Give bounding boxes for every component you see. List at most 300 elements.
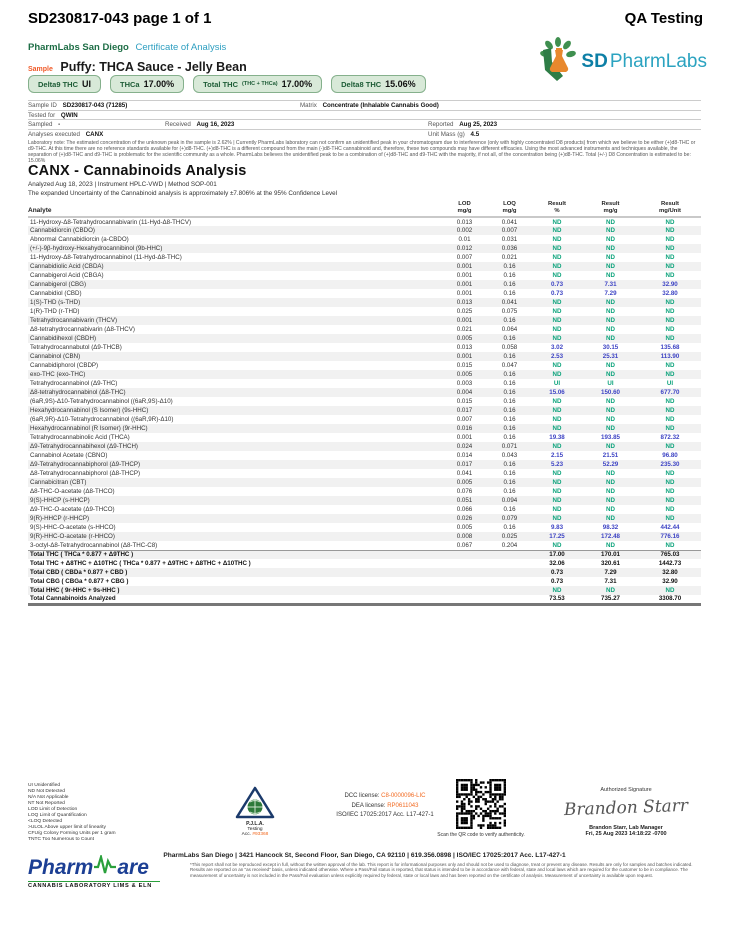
value-cell: 17.25 [549,533,565,540]
qa-label: QA Testing [624,10,703,27]
value-cell: ND [665,299,675,306]
table-row [28,478,701,487]
analyte-name: Hexahydrocannabinol (R Isomer) (9r-HHC) [30,425,148,432]
pharmware-name-part1: Pharm [28,855,94,879]
value-cell [487,595,532,604]
value-cell: ND [665,218,675,226]
value-cell: 0.079 [501,515,518,522]
analyte-name: Abnormal Cannabidiorcin (a-CBDO) [30,236,129,243]
value-cell: 0.007 [456,254,473,261]
lab-title-line [28,42,226,53]
info-row-4: Analyses executed CANX Unit Mass (g) 4.5 [28,129,701,139]
analyte-name: Tetrahydrocannabinol (Δ9-THC) [30,380,118,387]
value-cell: ND [665,497,675,504]
analyte-name: Total Cannabinoids Analyzed [30,595,116,603]
report-disclaimer: *This report shall not be reproduced except in full, without the written approval of the lab. This report is for informational purposes only and should not be used to diagnose, treat or prevent any disease. Results are only for samples and batches indicated. Results are reported on an "as received" basis, unless indicated otherwise. Where a Pass/Fail status is reported, that status is intended to be in accordance with federal, state and local laws which are required for the customer to be in compliance. The measurement of uncertainty is not included in the Pass/Fail evaluation unless explicitly required by federal, state or local laws and has been reported on the certificate of analysis. Measurement of uncertainty is available upon request. [190,862,693,878]
value-cell: 21.51 [602,452,619,459]
table-row [28,235,701,244]
value-cell: 0.16 [503,479,516,486]
table-row [28,424,701,433]
value-cell: ND [606,371,615,378]
value-cell: 0.012 [456,245,473,252]
analyte-name: 9(S)-HHCP (s-HHCP) [30,497,90,504]
value-cell: ND [665,245,675,252]
value-cell: ND [665,425,675,432]
table-row [28,541,701,550]
value-cell: 73.53 [549,595,565,603]
total-row [28,595,701,604]
value-cell: ND [665,470,675,477]
value-cell: 0.007 [456,416,473,423]
dcc-license: DCC license: C8-0000096-LIC [344,793,426,799]
value-cell: 0.16 [503,434,516,441]
value-cell: 32.90 [662,578,678,585]
qr-block [418,779,544,838]
analyte-name: Tetrahydrocannabutol (Δ9-THCB) [30,344,122,351]
analyte-name: Cannabicitran (CBT) [30,479,87,486]
analyte-name: Total CBD ( CBDa * 0.877 + CBD ) [30,569,128,576]
value-cell: 0.16 [503,335,516,342]
signature-script: Brandon Starr [563,795,689,821]
value-cell: ND [665,308,675,315]
analyte-name: Cannabigerol (CBG) [30,281,87,288]
value-cell: 0.064 [501,326,518,333]
legend-line: UI Unidentified [28,783,61,788]
table-row [28,280,701,289]
value-cell: 0.005 [456,479,473,486]
analyte-name: Cannabinol (CBN) [30,353,81,360]
value-cell [442,559,487,568]
table-header [28,199,701,217]
value-cell: ND [665,506,675,513]
value-cell: 0.013 [456,218,473,226]
value-cell: ND [665,398,675,405]
analyte-name: Total THC ( THCa * 0.877 + Δ9THC ) [30,551,134,559]
table-row [28,415,701,424]
legend-line: CFU/g Colony Forming Units per 1 gram [28,831,116,836]
lab-address: PharmLabs San Diego | 3421 Hancock St, Second Floor, San Diego, CA 92110 | 619.356.0898 | ISO/IEC 17025:2017 Acc. L17-427-1 [163,852,566,859]
sdpharmlabs-logo [537,36,707,87]
pharmware-logo [28,855,160,889]
table-row [28,532,701,541]
laboratory-note: Laboratory note: The estimated concentration of the unknown peak in the sample is 2.62% | Currently PharmLabs laboratory can not confirm an unidentified peak in your chromatogram due to interference (only with highly concentrated D8 products) from which we believe to be either (+)d8-THC or d9-THC. At this time there are no reference standards available for (+)d8-THC. (+)d8-THC is a different compound from the main (-)d8-THC cannabinoid and, therefore, these two compounds may have different efficacies. Using the most advanced instruments and techniques available, the separation of (+)d8-THC and d9-THC is problematic for the scientific community as a whole. PharmLabs believes the unidentified peak to be a combination of (+)d8-THC and d9-THC with the majority, if not all, of the concentration being (+)d8-THC. Total (+/-) D8 Concentration is estimated to be: 15.06% [28,140,696,165]
table-row [28,316,701,325]
qr-code [456,779,506,829]
analyte-name: Total CBG ( CBGa * 0.877 + CBG ) [30,578,129,585]
badge-total-thc: Total THC (THC + THCa) 17.00% [193,75,322,93]
analyte-name: 11-Hydroxy-Δ8-Tetrahydrocannabivarin (11-Hyd-Δ8-THCV) [30,218,192,226]
badge-delta9-thc: Delta9 THC UI [28,75,101,93]
value-cell: 0.16 [503,353,516,360]
value-cell: ND [552,425,562,432]
analyte-name: exo-THC (exo-THC) [30,371,86,378]
value-cell: 0.013 [456,344,473,351]
pharmware-wave-icon [94,855,116,880]
table-row [28,298,701,307]
value-cell: ND [606,227,615,234]
analyte-name: Hexahydrocannabinol (S Isomer) (9s-HHC) [30,407,149,414]
analyte-name: Cannabidiphorol (CBDP) [30,362,99,369]
value-cell [487,577,532,586]
info-row-3: Sampled - Received Aug 16, 2023 Reported Aug 25, 2023 [28,119,701,129]
value-cell: 0.16 [503,380,516,387]
signature-date: Fri, 25 Aug 2023 14:18:22 -0700 [585,831,667,837]
value-cell: 0.73 [550,281,564,288]
value-cell: ND [552,254,562,261]
col-analyte: Analyte [28,206,52,214]
legend-line: LOD Limit of Detection [28,807,78,812]
value-cell [487,559,532,568]
analyte-name: Cannabidiol (CBD) [30,290,82,297]
value-cell: ND [552,407,562,414]
value-cell: 150.60 [601,389,620,396]
value-cell: 0.005 [456,371,473,378]
value-cell: 0.015 [456,398,473,405]
value-cell: 0.004 [456,389,473,396]
value-cell: ND [665,416,675,423]
table-row [28,442,701,451]
cannabinoids-table [28,199,701,606]
value-cell: 0.16 [503,407,516,414]
analyte-name: 9(R)-HHCP (r-HHCP) [30,515,90,522]
value-cell: UI [607,380,614,387]
value-cell: ND [552,317,562,324]
col-result-pct: Result % [547,201,566,214]
analyte-name: Total THC + Δ8THC + Δ10THC ( THCa * 0.877 + Δ9THC + Δ8THC + Δ10THC ) [30,560,251,567]
legend-line: >ULOL Above upper limit of linearity [28,825,106,830]
value-cell: ND [665,587,675,594]
value-cell: 25.31 [602,353,619,360]
value-cell: 0.058 [501,344,518,351]
value-cell: ND [552,488,562,495]
value-cell: 0.036 [501,245,518,252]
value-cell: ND [665,317,675,324]
value-cell: ND [606,587,615,594]
value-cell: 0.73 [550,290,564,297]
value-cell [442,550,487,559]
table-row [28,505,701,514]
value-cell: ND [552,371,562,378]
value-cell [487,550,532,559]
value-cell: 172.48 [601,533,620,540]
logo-sd-text: SD [581,50,608,72]
value-cell: ND [606,308,615,315]
pjla-accreditation: P.J.L.A. Testing Acc. #93368 [222,786,288,837]
value-cell: 3.02 [550,344,564,351]
value-cell: 765.03 [660,551,680,559]
value-cell: ND [552,506,562,513]
value-cell: ND [665,236,675,243]
info-row-1: Sample ID SD230817-043 (71285) Matrix Concentrate (Inhalable Cannabis Good) [28,100,701,110]
total-row [28,568,701,577]
doc-title: SD230817-043 page 1 of 1 [28,10,212,27]
analyte-name: Δ9-Tetrahydrocannabiphorol (Δ9-THCP) [30,461,141,468]
value-cell: 0.024 [456,443,473,450]
table-row [28,271,701,280]
analyte-name: Δ9-Tetrahydrocannabihexol (Δ9-THCH) [30,443,138,450]
value-cell: 0.025 [456,308,473,315]
value-cell: 0.043 [501,452,518,459]
value-cell: 442.44 [660,524,680,531]
value-cell: ND [552,299,562,306]
value-cell: 30.15 [602,344,619,351]
sample-label: Sample [28,66,53,73]
value-cell: ND [552,236,562,243]
value-cell: ND [552,479,562,486]
table-row [28,307,701,316]
value-cell: 0.016 [456,425,473,432]
value-cell: ND [552,497,562,504]
value-cell [487,586,532,595]
value-cell: 0.041 [501,218,518,226]
value-cell: ND [552,362,562,369]
value-cell: 5.23 [550,461,564,468]
table-row [28,460,701,469]
value-cell: 0.16 [503,272,516,279]
legend-line: <LOQ Detected [28,819,63,824]
value-cell: 0.204 [501,541,518,549]
info-row-2: Tested for QWIN [28,110,701,120]
analyte-name: 1(S)-THD (s-THD) [30,299,81,306]
value-cell: 32.80 [662,290,678,297]
value-cell [487,568,532,577]
value-cell: 0.001 [456,353,473,360]
table-row [28,334,701,343]
sample-line [28,58,247,76]
value-cell: 193.85 [601,434,620,441]
value-cell: 0.001 [456,272,473,279]
authorized-signature-label: Authorized Signature [600,787,652,793]
abbreviation-legend [28,783,116,843]
value-cell: ND [552,227,562,234]
table-row [28,244,701,253]
total-row [28,577,701,586]
value-cell: 32.06 [549,560,565,567]
value-cell: ND [552,263,562,270]
value-cell: 0.16 [503,317,516,324]
value-cell: ND [606,236,615,243]
value-cell: ND [665,407,675,414]
value-cell: 0.16 [503,290,516,297]
badge-thca: THCa 17.00% [110,75,184,93]
value-cell: 0.066 [456,506,473,513]
value-cell: 0.071 [501,443,518,450]
value-cell: ND [606,443,615,450]
value-cell [442,577,487,586]
value-cell: ND [606,407,615,414]
value-cell: 0.16 [503,398,516,405]
value-cell: 0.067 [456,541,473,549]
value-cell: ND [606,541,615,549]
value-cell: 0.16 [503,416,516,423]
value-cell: 113.90 [660,353,680,360]
table-row [28,406,701,415]
value-cell: 15.06 [549,389,565,396]
value-cell: ND [552,308,562,315]
logo-pharmlabs-text: PharmLabs [609,50,707,72]
value-cell: ND [552,245,562,252]
value-cell: 0.16 [503,281,516,288]
value-cell: 0.002 [456,227,473,234]
signature-block [540,787,712,837]
value-cell: ND [606,506,615,513]
document-header [28,10,703,27]
value-cell: ND [665,488,675,495]
analyte-name: Cannabigerol Acid (CBGA) [30,272,104,279]
value-cell: 0.025 [501,533,518,540]
analyte-name: Δ8-Tetrahydrocannabiphorol (Δ8-THCP) [30,470,141,477]
value-cell: ND [552,218,562,226]
value-cell: ND [606,218,615,226]
table-row [28,388,701,397]
value-cell: 0.001 [456,263,473,270]
value-cell: 0.16 [503,470,516,477]
col-result-mgg: Result mg/g [601,201,620,214]
lab-logo-icon [537,36,579,87]
legend-line: NT Not Reported [28,801,65,806]
value-cell: 2.15 [550,452,564,459]
lab-name: PharmLabs San Diego [28,42,129,53]
value-cell: ND [665,254,675,261]
value-cell: 0.01 [458,236,471,243]
value-cell: 0.16 [503,389,516,396]
analyte-name: Δ9-THC-O-acetate (Δ9-THCO) [30,506,115,513]
value-cell: ND [665,371,675,378]
value-cell: 235.30 [660,461,680,468]
value-cell: ND [665,227,675,234]
value-cell: 0.014 [456,452,473,459]
value-cell: 32.90 [662,281,678,288]
value-cell: 0.041 [501,299,518,306]
value-cell: 0.075 [501,308,518,315]
total-row [28,586,701,595]
value-cell: 677.70 [660,389,680,396]
value-cell: ND [552,470,562,477]
value-cell: 0.16 [503,506,516,513]
value-cell: ND [665,443,675,450]
value-cell: ND [665,515,675,522]
value-cell: ND [606,254,615,261]
legend-line: N/A Not Applicable [28,795,69,800]
table-row [28,379,701,388]
dea-license: DEA license: RP0611043 [351,802,419,809]
value-cell: 0.094 [501,497,518,504]
iso-accreditation: ISO/IEC 17025:2017 Acc. L17-427-1 [336,812,434,818]
value-cell: ND [606,488,615,495]
legend-line: LOQ Limit of Quantification [28,813,87,818]
value-cell: 98.32 [602,524,619,531]
table-row [28,262,701,271]
table-row [28,397,701,406]
value-cell: 0.73 [550,569,564,576]
value-cell: 0.007 [501,227,518,234]
value-cell: 0.005 [456,335,473,342]
value-cell: 1442.73 [658,560,682,567]
value-cell: ND [552,541,562,549]
value-cell: ND [606,317,615,324]
analyte-name: Δ8-tetrahydrocannabinol (Δ8-THC) [30,389,126,396]
value-cell: 0.051 [456,497,473,504]
value-cell: ND [665,362,675,369]
pjla-logo-icon [222,786,288,820]
value-cell: ND [606,515,615,522]
value-cell: 0.015 [456,362,473,369]
analyte-name: (6aR,9R)-Δ10-Tetrahydrocannabinol ((6aR,9R)-Δ10) [30,416,174,423]
legend-line: ND Not Detected [28,789,65,794]
analyte-name: Tetrahydrocannabinolic Acid (THCA) [30,434,130,441]
value-cell: ND [552,335,562,342]
value-cell: ND [665,263,675,270]
legend-line: TNTC Too Numerous to Count [28,837,94,842]
value-cell: 872.32 [660,434,680,441]
value-cell: 0.16 [503,488,516,495]
table-row [28,343,701,352]
value-cell: 7.31 [604,578,617,585]
value-cell: UI [553,380,561,387]
table-row [28,523,701,532]
analyte-name: 3-octyl-Δ8-Tetrahydrocannabinol (Δ8-THC-C8) [30,541,158,549]
table-row [28,451,701,460]
value-cell: 2.53 [550,353,564,360]
analyte-name: Tetrahydrocannabivarin (THCV) [30,317,118,324]
analyte-name: 9(R)-HHC-O-acetate (r-HHCO) [30,533,115,540]
analyte-name: Cannabidiorcin (CBDO) [30,227,95,234]
value-cell: 7.31 [604,281,617,288]
value-cell: ND [606,272,615,279]
value-cell: ND [552,326,562,333]
table-row [28,361,701,370]
value-cell: ND [552,416,562,423]
value-cell: 0.076 [456,488,473,495]
table-row [28,325,701,334]
value-cell: 0.001 [456,317,473,324]
badge-delta8-thc: Delta8 THC 15.06% [331,75,426,93]
analysis-meta: Analyzed Aug 18, 2023 | Instrument HPLC-VWD | Method SOP-001 [28,181,217,188]
qr-caption: Scan the QR code to verify authenticity. [437,832,525,838]
value-cell: ND [552,515,562,522]
analyte-name: 1(R)-THD (r-THD) [30,308,80,315]
value-cell: ND [552,443,562,450]
table-body [28,217,701,604]
value-cell: ND [606,299,615,306]
value-cell: ND [665,335,675,342]
value-cell: 0.16 [503,461,516,468]
value-cell [442,568,487,577]
table-row [28,253,701,262]
table-row [28,289,701,298]
value-cell: 0.001 [456,290,473,297]
value-cell: ND [665,326,675,333]
col-lod: LOD mg/g [457,201,472,214]
analyte-name: (+/-)-9β-hydroxy-Hexahydrocannibinol (9b-HHC) [30,245,163,252]
table-row [28,370,701,379]
value-cell: UI [666,380,674,387]
value-cell: 735.27 [601,595,620,603]
value-cell: ND [665,541,675,549]
value-cell: 0.16 [503,263,516,270]
uncertainty-note: The expanded Uncertainty of the Cannabinoid analysis is approximately ±7.806% at the 95% Confidence Level [28,190,338,197]
value-cell: 0.73 [550,578,564,585]
value-cell: 0.031 [501,236,518,243]
value-cell: 19.38 [549,434,565,441]
value-cell: 9.83 [550,524,564,531]
value-cell: 0.16 [503,524,516,531]
value-cell: 0.013 [456,299,473,306]
analyte-name: Δ8-THC-O-acetate (Δ8-THCO) [30,488,115,495]
total-row [28,550,701,559]
value-cell: 7.29 [604,290,617,297]
analyte-name: Cannabidihexol (CBDH) [30,335,97,342]
